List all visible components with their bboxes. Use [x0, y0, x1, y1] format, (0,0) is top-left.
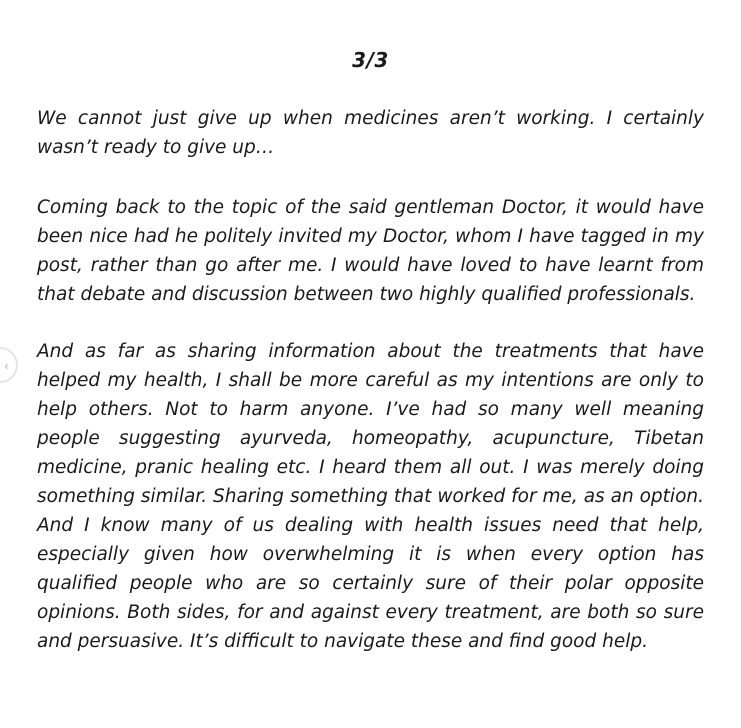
page-number: 3/3 [352, 48, 389, 72]
paragraph-3: And as far as sharing information about the treatments that have helped my health, I shall be more careful as my intentions are only to help others. Not to harm anyone. I’ve had so many well meaning people suggesting ayurveda, homeopathy, acupuncture, Tibetan medicine, pranic healing etc. I heard them all out. I was merely doing something similar. Sharing something that worked for me, as an option. And I know many of us dealing with health issues need that help, especially given how overwhelming it is when every option has qualified people who are so certainly sure of their polar opposite opinions. Both sides, for and against every treatment, are both so sure and persuasive. It’s difficult to navigate these and find good help. [37, 341, 704, 652]
previous-slide-button[interactable] [0, 347, 18, 383]
paragraph-1: We cannot just give up when medicines aren’t working. I certainly wasn’t ready to give up… [37, 108, 704, 158]
paragraph-2: Coming back to the topic of the said gentleman Doctor, it would have been nice had he politely invited my Doctor, whom I have tagged in my post, rather than go after me. I would have loved to have learnt from that debate and discussion between two highly qualified professionals. [37, 197, 704, 305]
chevron-left-icon: ‹ [4, 359, 9, 373]
